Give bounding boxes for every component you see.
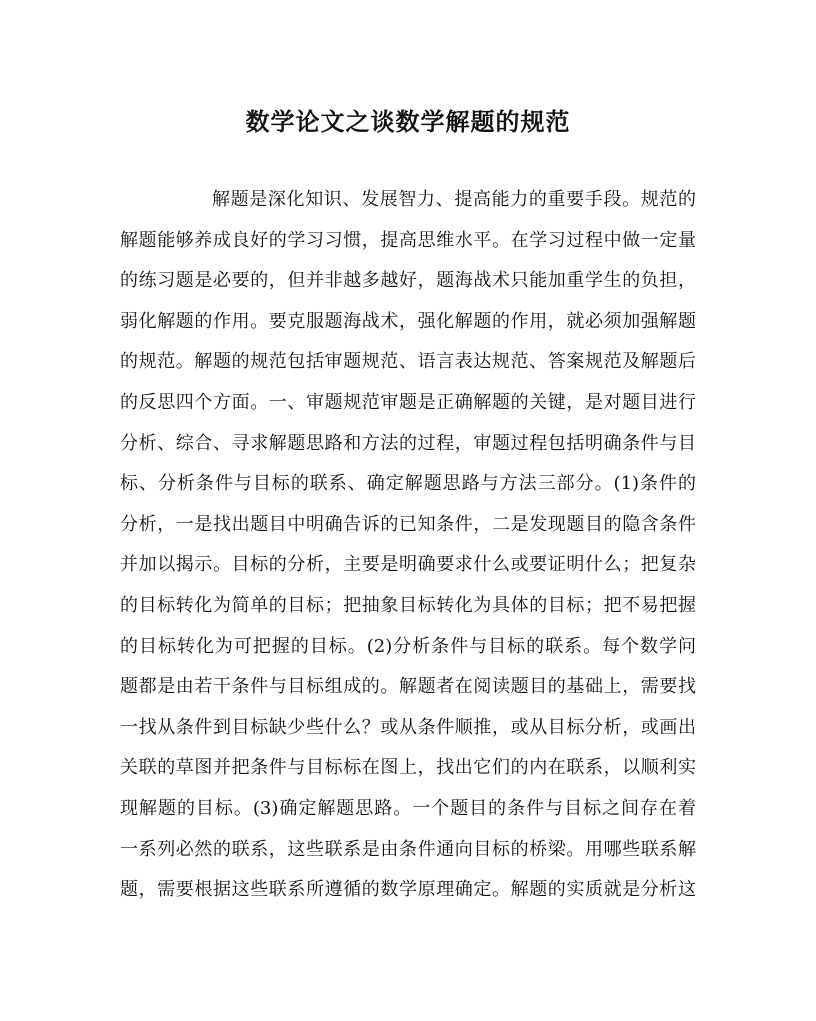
body-line: 弱化解题的作用。要克服题海战术，强化解题的作用，就必须加强解题 xyxy=(120,310,696,332)
body-line: 现解题的目标。(3)确定解题思路。一个题目的条件与目标之间存在着 xyxy=(120,797,696,819)
body-line: 关联的草图并把条件与目标标在图上，找出它们的内在联系，以顺利实 xyxy=(120,757,696,779)
body-line: 一找从条件到目标缺少些什么？或从条件顺推，或从目标分析，或画出 xyxy=(120,716,696,738)
body-line: 的目标转化为简单的目标；把抽象目标转化为具体的目标；把不易把握 xyxy=(120,594,696,616)
body-line: 的练习题是必要的，但并非越多越好，题海战术只能加重学生的负担， xyxy=(120,270,696,292)
body-line: 的反思四个方面。一、审题规范审题是正确解题的关键，是对题目进行 xyxy=(120,391,696,413)
document-title: 数学论文之谈数学解题的规范 xyxy=(245,107,571,136)
body-line: 分析，一是找出题目中明确告诉的已知条件，二是发现题目的隐含条件 xyxy=(120,513,696,535)
body-line: 解题能够养成良好的学习习惯，提高思维水平。在学习过程中做一定量 xyxy=(120,229,696,251)
body-line: 题都是由若干条件与目标组成的。解题者在阅读题目的基础上，需要找 xyxy=(120,676,696,698)
body-line: 的规范。解题的规范包括审题规范、语言表达规范、答案规范及解题后 xyxy=(120,351,696,373)
document-body xyxy=(120,180,696,911)
body-line: 题，需要根据这些联系所遵循的数学原理确定。解题的实质就是分析这 xyxy=(120,879,696,901)
body-line: 的目标转化为可把握的目标。(2)分析条件与目标的联系。每个数学问 xyxy=(120,635,696,657)
body-line: 一系列必然的联系，这些联系是由条件通向目标的桥梁。用哪些联系解 xyxy=(120,838,696,860)
body-line: 分析、综合、寻求解题思路和方法的过程，审题过程包括明确条件与目 xyxy=(120,432,696,454)
body-line: 并加以揭示。目标的分析，主要是明确要求什么或要证明什么；把复杂 xyxy=(120,554,696,576)
body-line: 解题是深化知识、发展智力、提高能力的重要手段。规范的 xyxy=(212,189,696,210)
body-line: 标、分析条件与目标的联系、确定解题思路与方法三部分。(1)条件的 xyxy=(120,473,696,495)
